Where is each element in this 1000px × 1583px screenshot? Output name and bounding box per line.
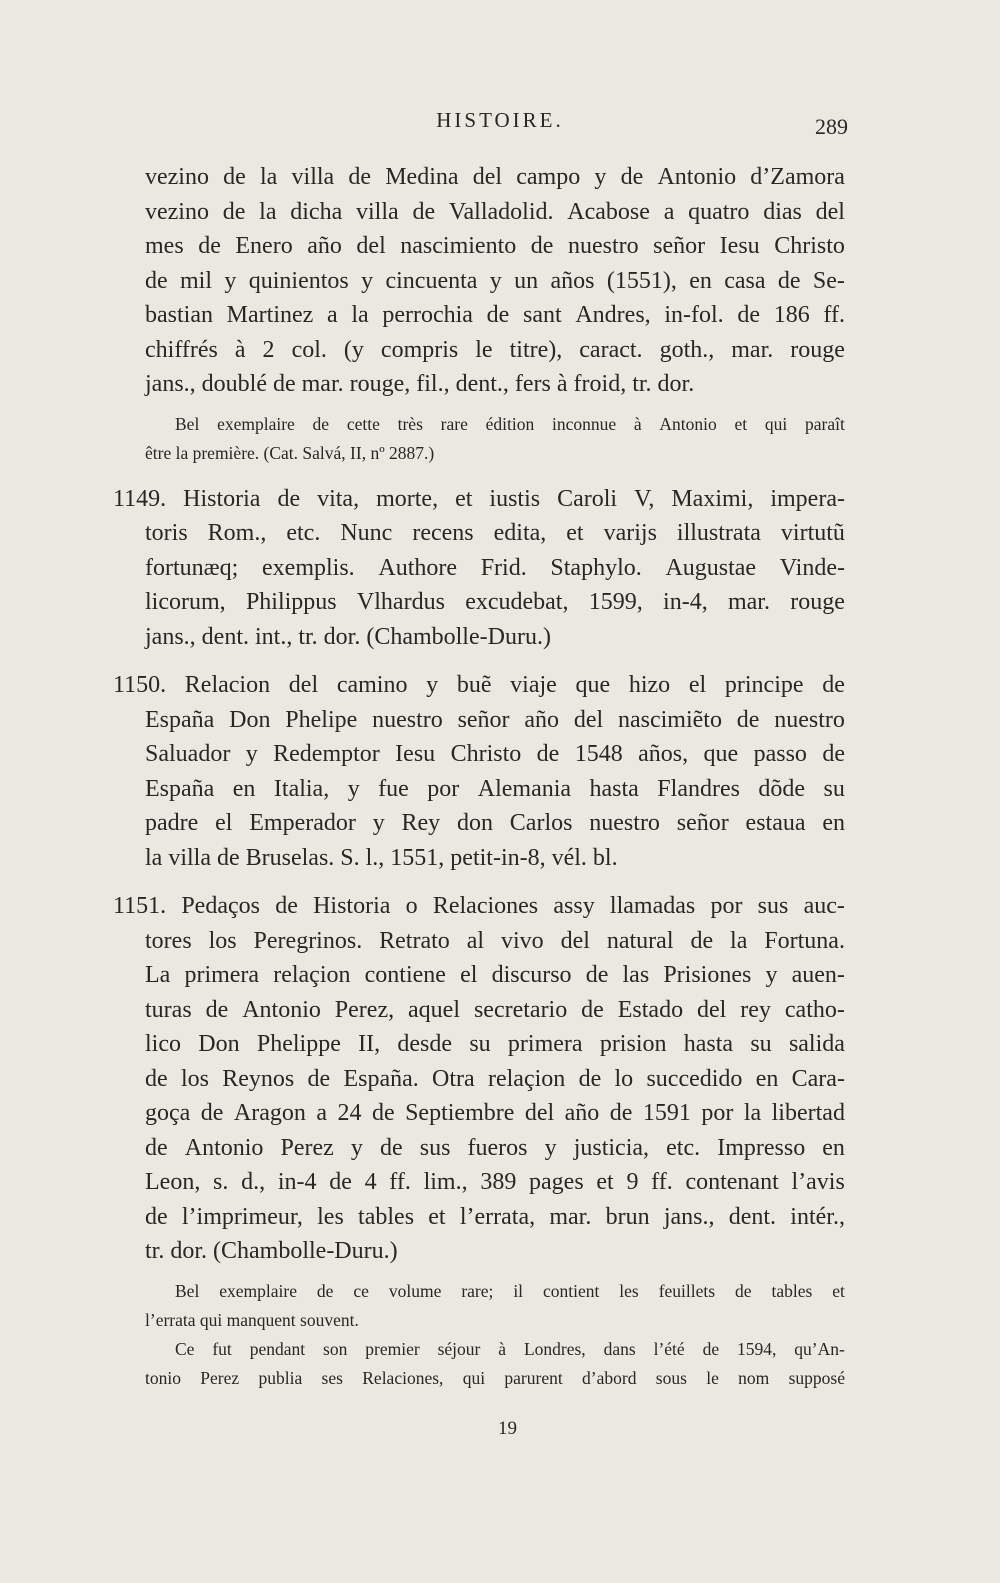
text-line: mes de Enero año del nascimiento de nuestro señor Iesu Christo (145, 233, 845, 259)
text-line: de mil y quinientos y cincuenta y un años (1551), en casa de Se- (145, 267, 845, 294)
text-line: jans., doublé de mar. rouge, fil., dent., fers à froid, tr. dor. (145, 371, 695, 397)
entry-1149-line: licorum, Philippus Vlhardus excudebat, 1599, in-4, mar. rouge (145, 589, 845, 615)
text-line: vezino de la dicha villa de Valladolid. Acabose a quatro dias del (145, 198, 845, 225)
entry-1150-line: 1150. Relacion del camino y buẽ viaje que hizo el principe de (113, 672, 845, 698)
entry-1149-line: fortunæq; exemplis. Authore Frid. Staphylo. Augustae Vinde- (145, 554, 845, 581)
entry-1151-line: tr. dor. (Chambolle-Duru.) (145, 1238, 398, 1264)
page-header (0, 108, 1000, 138)
note-line: Ce fut pendant son premier séjour à Londres, dans l’été de 1594, qu’An- (175, 1338, 845, 1359)
note-line: l’errata qui manquent souvent. (145, 1309, 359, 1330)
entry-1151-line: Leon, s. d., in-4 de 4 ff. lim., 389 pages et 9 ff. contenant l’avis (145, 1169, 845, 1195)
entry-1151-line: 1151. Pedaços de Historia o Relaciones assy llamadas por sus auc- (113, 893, 845, 919)
main-text (113, 160, 845, 1393)
entry-1150-line: padre el Emperador y Rey don Carlos nuestro señor estaua en (145, 810, 845, 836)
text-line: chiffrés à 2 col. (y compris le titre), caract. goth., mar. rouge (145, 336, 845, 363)
entry-1151-line: La primera relaçion contiene el discurso de las Prisiones y auen- (145, 962, 845, 988)
entry-1151-line: turas de Antonio Perez, aquel secretario de Estado del rey catho- (145, 996, 845, 1023)
entry-1150-line: España Don Phelipe nuestro señor año del nascimiẽto de nuestro (145, 706, 845, 733)
text-line: vezino de la villa de Medina del campo y de Antonio d’Zamora (145, 164, 845, 190)
entry-1151-line: de l’imprimeur, les tables et l’errata, mar. brun jans., dent. intér., (145, 1203, 845, 1230)
entry-1149-line: 1149. Historia de vita, morte, et iustis Caroli V, Maximi, impera- (113, 485, 845, 512)
entry-1151-line: de los Reynos de España. Otra relaçion de lo succedido en Cara- (145, 1065, 845, 1092)
note-line: être la première. (Cat. Salvá, II, nº 2887.) (145, 442, 435, 463)
entry-1150-line: la villa de Bruselas. S. l., 1551, petit-in-8, vél. bl. (145, 844, 618, 871)
entry-1151-line: lico Don Phelippe II, desde su primera prision hasta su salida (145, 1031, 845, 1057)
entry-1151-line: tores los Peregrinos. Retrato al vivo del natural de la Fortuna. (145, 927, 845, 954)
entry-1149-line: jans., dent. int., tr. dor. (Chambolle-Duru.) (145, 623, 551, 650)
note-line: Bel exemplaire de ce volume rare; il contient les feuillets de tables et (175, 1280, 845, 1301)
running-title: HISTOIRE. (436, 108, 564, 132)
entry-1151-line: goça de Aragon a 24 de Septiembre del año de 1591 por la libertad (145, 1100, 845, 1126)
entry-1149-line: toris Rom., etc. Nunc recens edita, et varijs illustrata virtutũ (145, 520, 845, 546)
text-line: bastian Martinez a la perrochia de sant Andres, in-fol. de 186 ff. (145, 302, 845, 328)
note-line: tonio Perez publia ses Relaciones, qui parurent d’abord sous le nom supposé (145, 1367, 845, 1388)
entry-1151-line: de Antonio Perez y de sus fueros y justicia, etc. Impresso en (145, 1134, 845, 1161)
entry-1150-line: España en Italia, y fue por Alemania hasta Flandres dõde su (145, 775, 845, 802)
note-line: Bel exemplaire de cette très rare édition inconnue à Antonio et qui paraît (175, 413, 845, 434)
signature-mark: 19 (498, 1418, 517, 1439)
page-number: 289 (815, 114, 848, 139)
entry-1150-line: Saluador y Redemptor Iesu Christo de 1548 años, que passo de (145, 741, 845, 767)
